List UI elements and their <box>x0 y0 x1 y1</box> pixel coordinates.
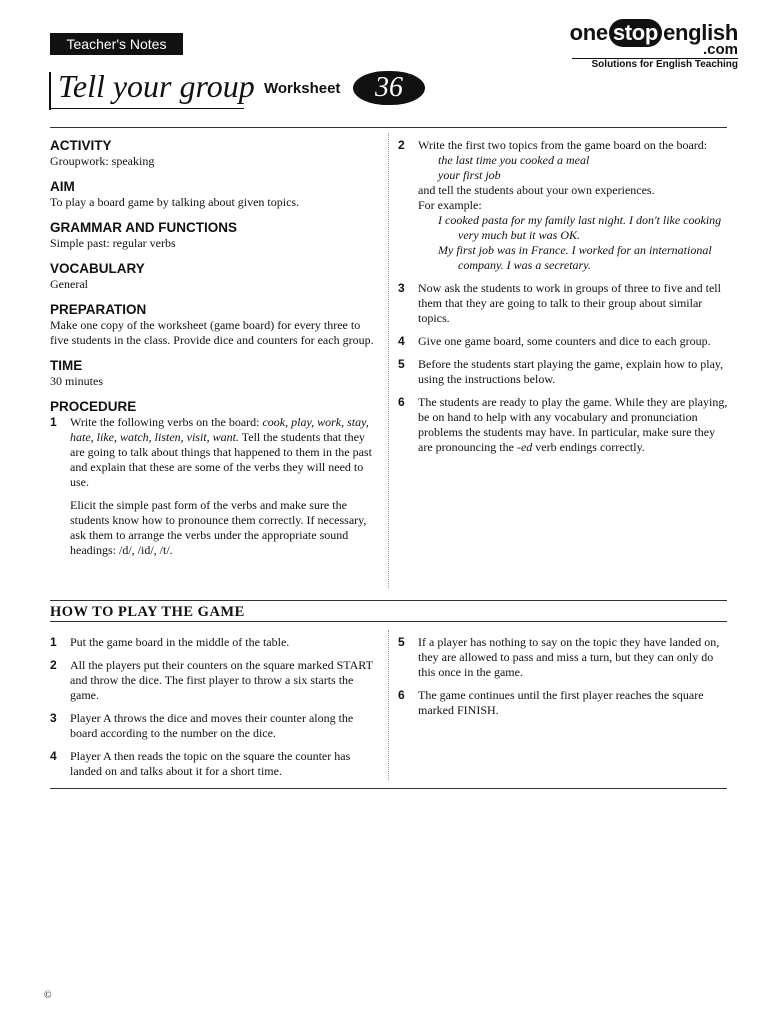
preparation-heading: PREPARATION <box>50 302 147 317</box>
grammar-heading: GRAMMAR AND FUNCTIONS <box>50 220 237 235</box>
procedure-step-1 <box>50 415 380 558</box>
left-column <box>50 138 380 568</box>
preparation-section <box>50 302 380 348</box>
rule-item-5 <box>398 635 728 680</box>
howto-bottom-rule <box>50 788 727 789</box>
step-text: Before the students start playing the game, explain how to play, using the instructions below. <box>418 357 724 386</box>
page-title: Tell your group <box>58 68 255 104</box>
right-column <box>398 138 728 463</box>
header-divider <box>50 127 727 128</box>
rule-number: 3 <box>50 711 57 725</box>
ed-suffix: -ed <box>516 440 533 454</box>
rule-text: All the players put their counters on the square marked START and throw the dice. The first player to throw a six starts the game. <box>70 658 373 702</box>
logo-english: english <box>663 20 738 45</box>
preparation-text: Make one copy of the worksheet (game board) for every three to five students in the class. Provide dice and counters for each group. <box>50 318 374 347</box>
step-number: 5 <box>398 357 405 371</box>
vocabulary-section <box>50 261 380 292</box>
aim-text: To play a board game by talking about given topics. <box>50 195 300 209</box>
rule-number: 1 <box>50 635 57 649</box>
step-text: and tell the students about your own experiences. <box>418 183 655 197</box>
step-text: Write the first two topics from the game board on the board: <box>418 138 708 152</box>
step-number: 2 <box>398 138 405 152</box>
time-section <box>50 358 380 389</box>
title-underline <box>49 108 244 109</box>
procedure-step-3 <box>398 281 728 326</box>
rule-item-4 <box>50 749 380 779</box>
step-text: Now ask the students to work in groups of three to five and tell them that they are going to talk to their group about similar topics. <box>418 281 721 325</box>
howto-column-divider <box>388 630 389 780</box>
topic-example: your first job <box>438 168 501 182</box>
grammar-text: Simple past: regular verbs <box>50 236 176 250</box>
rule-number: 2 <box>50 658 57 672</box>
step-text <box>70 415 380 490</box>
step-text-elicit: Elicit the simple past form of the verbs and make sure the students know how to pronounce them correctly. If necessary, ask them to arrange the verbs under the appropriate sound headings: /d/, /id/, /t/. <box>70 498 367 557</box>
procedure-step-2 <box>398 138 728 273</box>
vocabulary-text: General <box>50 277 88 291</box>
step-number: 1 <box>50 415 57 429</box>
rule-number: 4 <box>50 749 57 763</box>
rule-number: 5 <box>398 635 405 649</box>
rule-text: If a player has nothing to say on the topic they have landed on, they are allowed to pass and miss a turn, but they can only do this once in the game. <box>418 635 720 679</box>
rule-text: Player A then reads the topic on the square the counter has landed on and talks about it for a short time. <box>70 749 351 778</box>
rule-text: The game continues until the first player reaches the square marked FINISH. <box>418 688 704 717</box>
activity-heading: ACTIVITY <box>50 138 112 153</box>
step-text-end: verb endings correctly. <box>532 440 645 454</box>
onestopenglish-logo <box>569 18 738 70</box>
howto-right-list <box>398 635 728 726</box>
howto-top-rule <box>50 600 727 601</box>
activity-text: Groupwork: speaking <box>50 154 155 168</box>
rule-text: Put the game board in the middle of the table. <box>70 635 290 649</box>
logo-domain: .com <box>702 41 738 58</box>
vocabulary-heading: VOCABULARY <box>50 261 145 276</box>
howto-heading: HOW TO PLAY THE GAME <box>50 604 245 620</box>
worksheet-number-badge: 36 <box>353 71 425 105</box>
step-text-intro: Write the following verbs on the board: <box>70 415 263 429</box>
example-sentence: I cooked pasta for my family last night. I don't like cooking very much but it was OK. <box>438 213 722 242</box>
step-text: Give one game board, some counters and dice to each group. <box>418 334 711 348</box>
verb-list: cook, play, work, stay, hate, like, watch, listen, visit, want. <box>70 415 369 444</box>
step-text-rest: Tell the students that they are going to talk about things that happened to them in the past and explain that these are some of the verbs they will need to use. <box>70 430 372 489</box>
column-divider <box>388 133 389 588</box>
step-text: For example: <box>418 198 482 212</box>
procedure-section <box>50 399 380 558</box>
step-number: 4 <box>398 334 405 348</box>
rule-number: 6 <box>398 688 405 702</box>
aim-section <box>50 179 380 210</box>
logo-stop: stop <box>609 19 662 47</box>
howto-left-list <box>50 635 380 787</box>
aim-heading: AIM <box>50 179 75 194</box>
time-text: 30 minutes <box>50 374 103 388</box>
step-number: 3 <box>398 281 405 295</box>
rule-item-2 <box>50 658 380 703</box>
howto-heading-rule <box>50 621 727 622</box>
teachers-notes-tag: Teacher's Notes <box>50 33 183 55</box>
logo-one: one <box>569 20 608 45</box>
activity-section <box>50 138 380 169</box>
procedure-step-5 <box>398 357 728 387</box>
rule-item-6 <box>398 688 728 718</box>
topic-example: the last time you cooked a meal <box>438 153 590 167</box>
rule-item-1 <box>50 635 380 650</box>
procedure-heading: PROCEDURE <box>50 399 137 414</box>
procedure-step-6 <box>398 395 728 455</box>
copyright-symbol: © <box>44 990 52 1001</box>
title-left-rule <box>49 72 51 110</box>
step-text-main: The students are ready to play the game. While they are playing, be on hand to help with any vocabulary and pronunciation problems the students may have. In particular, make sure they are pronouncing the <box>418 395 728 454</box>
example-sentence: My first job was in France. I worked for an international company. I was a secretary. <box>438 243 712 272</box>
worksheet-label: Worksheet <box>264 80 341 97</box>
rule-item-3 <box>50 711 380 741</box>
step-number: 6 <box>398 395 405 409</box>
logo-tagline: Solutions for English Teaching <box>591 59 738 70</box>
step-text <box>418 395 728 455</box>
procedure-step-4 <box>398 334 728 349</box>
grammar-section <box>50 220 380 251</box>
time-heading: TIME <box>50 358 83 373</box>
rule-text: Player A throws the dice and moves their counter along the board according to the number on the dice. <box>70 711 354 740</box>
